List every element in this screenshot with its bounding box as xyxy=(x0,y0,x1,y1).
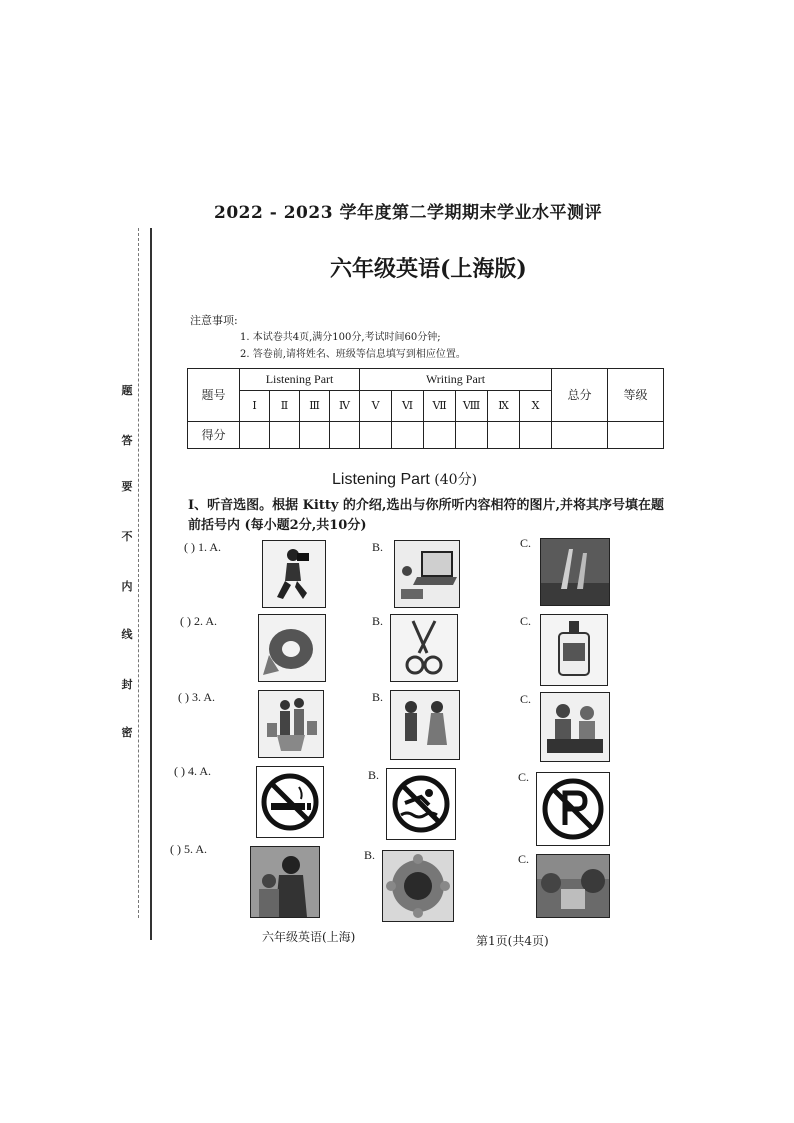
score-cell[interactable] xyxy=(360,421,392,448)
exam-title: 2022 - 2023 学年度第二学期期末学业水平测评 xyxy=(214,203,602,223)
grade-label: 等级 xyxy=(608,369,664,422)
family-photo-icon xyxy=(250,846,320,918)
score-cell[interactable] xyxy=(520,421,552,448)
option-c-label: C. xyxy=(520,692,532,706)
section-number: Ⅸ xyxy=(488,391,520,421)
no-swimming-sign-icon xyxy=(386,768,456,840)
section-number: Ⅲ xyxy=(300,391,330,421)
sunflower-icon xyxy=(382,850,454,922)
people-talking-icon xyxy=(390,690,460,760)
seal-char: 内 xyxy=(121,580,133,593)
total-label: 总分 xyxy=(552,369,608,422)
photographer-kneeling-icon xyxy=(262,540,326,608)
total-score-cell[interactable] xyxy=(552,421,608,448)
seal-char: 要 xyxy=(121,480,133,493)
footer-page-number: 第1页(共4页) xyxy=(476,934,549,948)
garden-scene-icon xyxy=(536,854,610,918)
section-number: Ⅷ xyxy=(456,391,488,421)
listening-part-name: Listening Part xyxy=(332,471,430,488)
note-item: 2. 答卷前,请将姓名、班级等信息填写到相应位置。 xyxy=(240,349,466,360)
score-cell[interactable] xyxy=(424,421,456,448)
people-shopping-icon xyxy=(258,690,324,758)
seal-char: 不 xyxy=(121,530,133,543)
seal-char: 密 xyxy=(121,726,133,739)
row-label-score: 得分 xyxy=(188,421,240,448)
option-b-label: B. xyxy=(368,768,380,782)
listening-header: Listening Part xyxy=(240,369,360,391)
option-b-label: B. xyxy=(372,614,384,628)
seal-char: 线 xyxy=(121,628,133,641)
score-cell[interactable] xyxy=(392,421,424,448)
score-cell[interactable] xyxy=(300,421,330,448)
option-c-label: C. xyxy=(518,852,530,866)
exam-subtitle: 六年级英语(上海版) xyxy=(330,256,527,282)
question-3-label[interactable]: ( ) 3. A. xyxy=(178,690,215,704)
section-number: Ⅱ xyxy=(270,391,300,421)
listening-part-points: (40分) xyxy=(434,472,478,488)
score-cell[interactable] xyxy=(330,421,360,448)
dark-scene-icon xyxy=(540,538,610,606)
binding-line xyxy=(150,228,152,940)
option-b-label: B. xyxy=(372,690,384,704)
no-smoking-sign-icon xyxy=(256,766,324,838)
section-number: Ⅵ xyxy=(392,391,424,421)
no-parking-sign-icon xyxy=(536,772,610,846)
section-number: Ⅶ xyxy=(424,391,456,421)
score-cell[interactable] xyxy=(456,421,488,448)
laptop-on-desk-icon xyxy=(394,540,460,608)
question-5-label[interactable]: ( ) 5. A. xyxy=(170,842,207,856)
footer-subject: 六年级英语(上海) xyxy=(262,930,356,944)
listening-part-title xyxy=(332,469,477,489)
question-4-label[interactable]: ( ) 4. A. xyxy=(174,764,211,778)
writing-header: Writing Part xyxy=(360,369,552,391)
note-item: 1. 本试卷共4页,满分100分,考试时间60分钟; xyxy=(240,332,441,343)
option-c-label: C. xyxy=(520,536,532,550)
scissors-icon xyxy=(390,614,458,682)
question-2-label[interactable]: ( ) 2. A. xyxy=(180,614,217,628)
seal-char: 答 xyxy=(121,434,133,447)
section-number: Ⅰ xyxy=(240,391,270,421)
option-b-label: B. xyxy=(372,540,384,554)
option-b-label: B. xyxy=(364,848,376,862)
question-1-label[interactable]: ( ) 1. A. xyxy=(184,540,221,554)
section-1-instruction: Ⅰ、听音选图。根据 Kitty 的介绍,选出与你所听内容相符的图片,并将其序号填在题前括号内 (每小题2分,共10分) xyxy=(188,498,664,533)
option-c-label: C. xyxy=(518,770,530,784)
score-table xyxy=(187,368,664,449)
notes-heading: 注意事项: xyxy=(190,314,238,327)
tape-roll-icon xyxy=(258,614,326,682)
section-number: Ⅴ xyxy=(360,391,392,421)
score-cell[interactable] xyxy=(488,421,520,448)
seal-char: 题 xyxy=(121,384,133,397)
row-label-number: 题号 xyxy=(188,369,240,422)
grade-cell[interactable] xyxy=(608,421,664,448)
score-cell[interactable] xyxy=(270,421,300,448)
option-c-label: C. xyxy=(520,614,532,628)
glue-bottle-icon xyxy=(540,614,608,686)
section-number: Ⅹ xyxy=(520,391,552,421)
score-cell[interactable] xyxy=(240,421,270,448)
fold-dash-line xyxy=(138,228,139,918)
seal-char: 封 xyxy=(121,678,133,691)
people-sitting-icon xyxy=(540,692,610,762)
section-number: Ⅳ xyxy=(330,391,360,421)
